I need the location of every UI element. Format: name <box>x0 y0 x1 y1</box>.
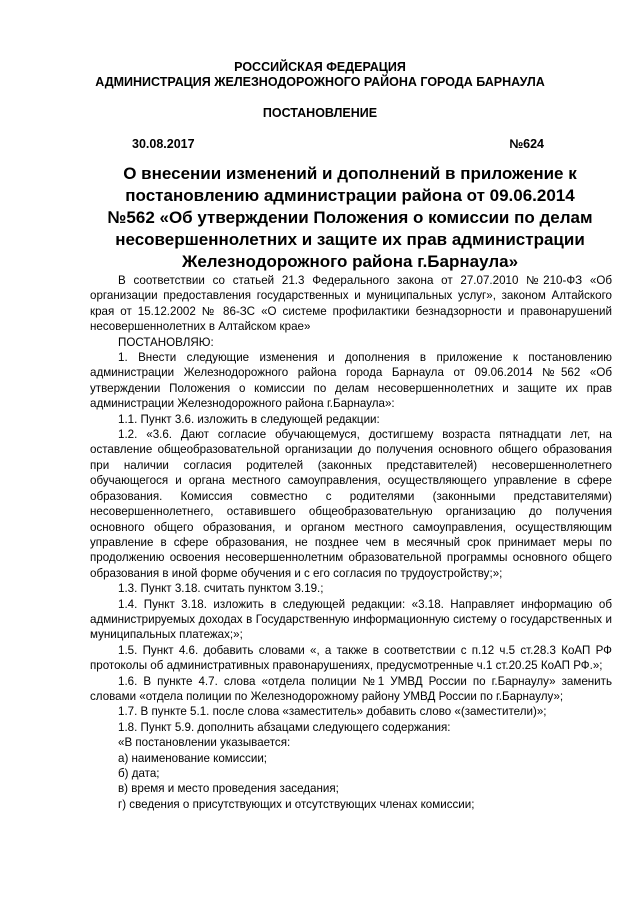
header-administration: АДМИНИСТРАЦИЯ ЖЕЛЕЗНОДОРОЖНОГО РАЙОНА ГОРОДА БАРНАУЛА <box>95 75 545 89</box>
doc-title: О внесении изменений и дополнений в приложение к постановлению администрации района от 09.06.2014 №562 «Об утверждении Положения о комиссии по делам несовершеннолетних и защите их прав администрации Железнодорожного района г.Барнаула» <box>107 164 593 271</box>
para-1-5: 1.5. Пункт 4.6. добавить словами «, а также в соответствии с п.12 ч.5 ст.28.3 КоАП РФ протоколы об административных правонарушениях, предусмотренные ч.1 ст.20.25 КоАП РФ.»; <box>90 643 612 673</box>
para-1-8: 1.8. Пункт 5.9. дополнить абзацами следующего содержания: <box>118 720 451 734</box>
para-item-b: б) дата; <box>118 767 160 780</box>
doc-date: 30.08.2017 <box>132 137 195 151</box>
para-item-g: г) сведения о присутствующих и отсутствующих членах комиссии; <box>118 797 475 811</box>
para-1-4: 1.4. Пункт 3.18. изложить в следующей редакции: «3.18. Направляет информацию об администрируемых доходах в Государственную информационную систему о государственных и муниципальных платежах;»; <box>90 597 612 642</box>
para-1-2: 1.2. «3.6. Дают согласие обучающемуся, достигшему возраста пятнадцати лет, на оставление общеобразовательной организации до получения основного общего образования при наличии согласия родителей (законных представителей) несовершеннолетнего обучающегося и органа местного самоуправления, осуществляющего управление в сфере образования. Комиссия совместно с родителями (законными представителями) несовершеннолетнего, оставившего общеобразовательную организацию до получения основного общего образования, и органом местного самоуправления, осуществляющим управление в сфере образования, не позднее чем в месячный срок принимает меры по продолжению освоения несовершеннолетним образовательной программы основного общего образования в иной форме обучения и с его согласия по трудоустройству;»; <box>90 428 612 580</box>
para-quote-intro: «В постановлении указывается: <box>118 736 291 750</box>
para-decree: ПОСТАНОВЛЯЮ: <box>118 335 214 349</box>
para-item-a: а) наименование комиссии; <box>118 751 268 765</box>
header-country: РОССИЙСКАЯ ФЕДЕРАЦИЯ <box>234 60 406 74</box>
doc-body <box>90 273 612 812</box>
para-1-6: 1.6. В пункте 4.7. слова «отдела полиции №1 УМВД России по г.Барнаулу» заменить словами «отдела полиции по Железнодорожному району УМВД России по г.Барнаулу»; <box>90 674 612 703</box>
doc-type: ПОСТАНОВЛЕНИЕ <box>262 106 378 120</box>
doc-number: №624 <box>509 137 544 151</box>
para-1-7: 1.7. В пункте 5.1. после слова «заместитель» добавить слово «(заместители)»; <box>118 705 547 719</box>
para-1-1: 1.1. Пункт 3.6. изложить в следующей редакции: <box>118 412 380 426</box>
para-item-v: в) время и место проведения заседания; <box>118 782 339 796</box>
para-preamble: В соответствии со статьей 21.3 Федерального закона от 27.07.2010 №210-ФЗ «Об организации предоставления государственных и муниципальных услуг», законом Алтайского края от 15.12.2002 № 86-ЗС «О системе профилактики безнадзорности и правонарушений несовершеннолетних в Алтайском крае» <box>90 274 612 334</box>
para-1-3: 1.3. Пункт 3.18. считать пунктом 3.19.; <box>118 582 324 596</box>
para-1: 1. Внести следующие изменения и дополнения в приложение к постановлению администрации Железнодорожного района города Барнаула от 09.06.2014 №562 «Об утверждении Положения о комиссии по делам несовершеннолетних и защите их прав администрации Железнодорожного района г.Барнаула»: <box>90 351 612 411</box>
